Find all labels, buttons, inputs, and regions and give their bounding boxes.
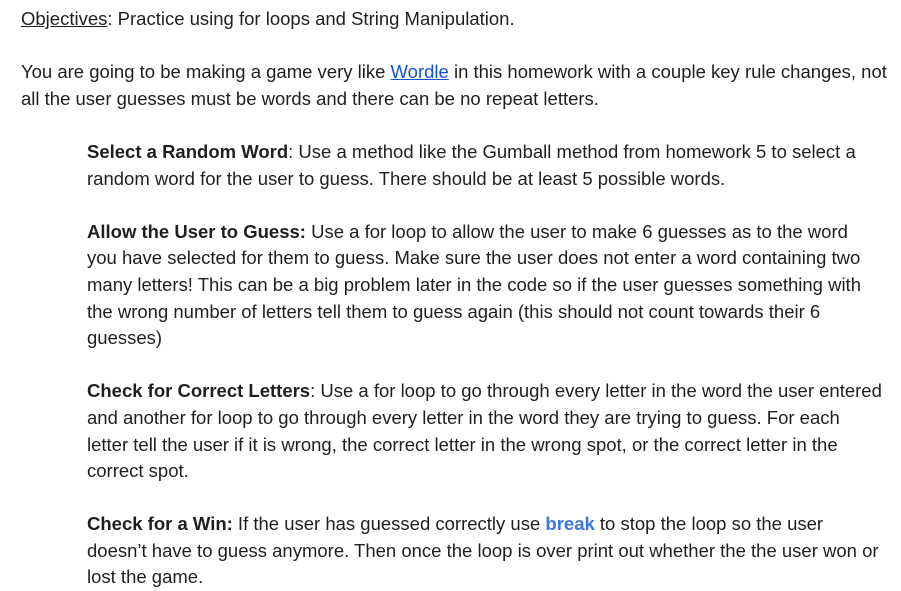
section-heading: Allow the User to Guess: <box>87 220 306 242</box>
document-body <box>21 6 891 591</box>
objectives-text: : Practice using for loops and String Manipulation. <box>107 8 515 29</box>
section-body-before: If the user has guessed correctly use <box>232 513 546 535</box>
objectives-label: Objectives <box>21 8 108 29</box>
break-keyword: break <box>545 513 595 535</box>
section-allow-user-guess <box>87 219 882 352</box>
section-heading: Select a Random Word <box>87 140 289 162</box>
section-select-random-word <box>87 139 882 192</box>
section-body: Use a for loop to allow the user to make 6 guesses as to the word you have selected for them to guess. Make sure the user does not enter a word containing two many letters! This can be a big problem later in the code so if the user guesses something with the wrong number of letters tell them to guess again (this should not count towards their 6 guesses) <box>87 220 861 349</box>
section-heading: Check for a Win: <box>87 513 233 535</box>
intro-text-after: in this homework with a couple key rule changes, not all the user guesses must be words and there can be no repeat letters. <box>21 61 887 109</box>
section-body-after: to stop the loop so the user doesn’t have to guess anymore. Then once the loop is over print out whether the the user won or lost the game. <box>87 513 879 588</box>
objectives-line <box>21 6 891 33</box>
wordle-link[interactable]: Wordle <box>390 61 449 83</box>
section-check-correct-letters <box>87 378 882 484</box>
section-body: : Use a method like the Gumball method from homework 5 to select a random word for the user to guess. There should be at least 5 possible words. <box>87 140 856 189</box>
section-body: : Use a for loop to go through every letter in the word the user entered and another for loop to go through every letter in the word they are trying to guess. For each letter tell the user if it is wrong, the correct letter in the wrong spot, or the correct letter in the correct spot. <box>87 380 882 482</box>
section-heading: Check for Correct Letters <box>87 380 311 402</box>
intro-text-before: You are going to be making a game very like <box>21 61 391 83</box>
section-check-win <box>87 511 882 591</box>
intro-paragraph <box>21 59 891 112</box>
